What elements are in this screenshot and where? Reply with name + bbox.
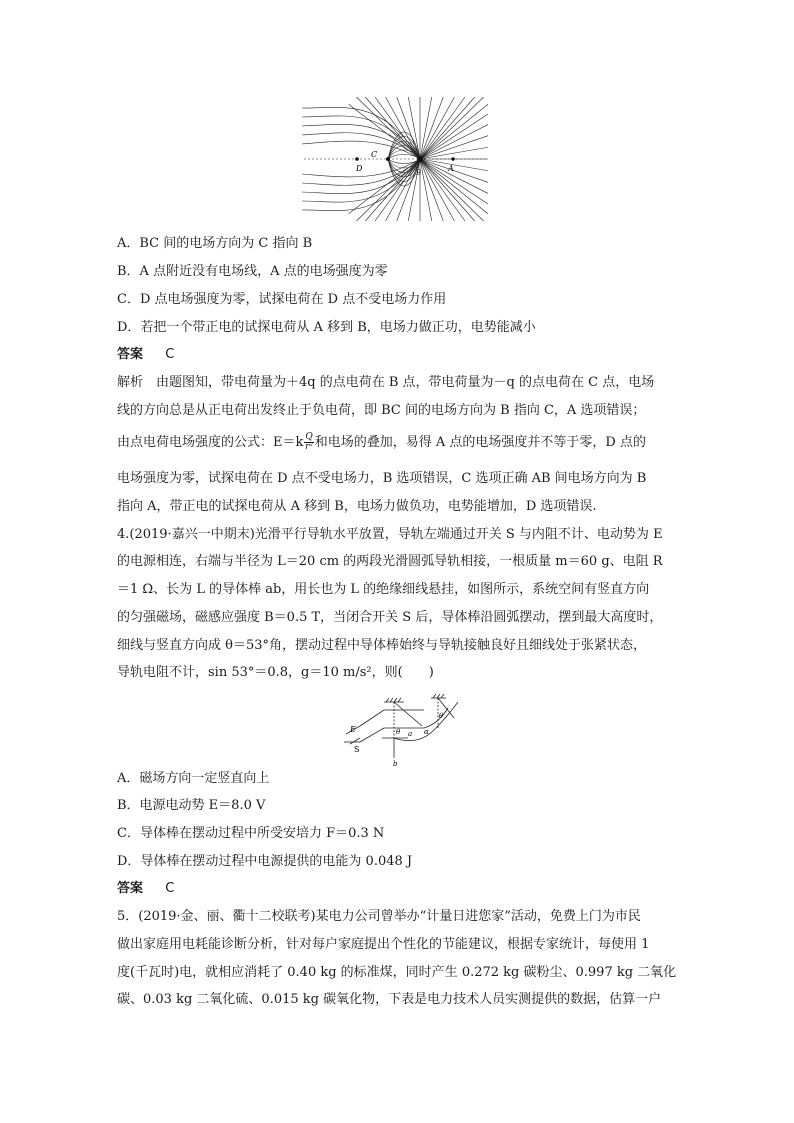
field-outer-line xyxy=(302,107,420,159)
analysis-line-5: 指向 A，带正电的试探电荷从 A 移到 B，电场力做负功，电势能增加，D 选项错误. xyxy=(117,499,597,514)
formula-denominator: r² xyxy=(305,442,314,452)
label-alpha: α xyxy=(424,728,429,736)
q4-option-c: C．导体棒在摆动过程中所受安培力 F＝0.3 N xyxy=(117,826,385,841)
q4-answer-value: C xyxy=(165,881,175,896)
field-line xyxy=(420,97,432,159)
option-a: A．BC 间的电场方向为 C 指向 B xyxy=(117,236,313,251)
field-outer-line xyxy=(302,141,420,159)
q4-stem-5: 细线与竖直方向成 θ＝53°角，摆动过程中导体棒始终与导轨接触良好且细线处于张紧状态， xyxy=(117,638,647,653)
field-line xyxy=(375,159,420,221)
label-theta-2: θ xyxy=(439,712,444,720)
q4-answer-label: 答案 xyxy=(117,881,144,896)
answer-label: 答案 xyxy=(117,347,144,362)
q4-stem-3: ＝1 Ω、长为 L 的导体棒 ab，用长也为 L 的绝缘细线悬挂，如图所示，系统空间有竖直方向 xyxy=(117,582,650,597)
label-D: D xyxy=(356,164,363,173)
field-line xyxy=(420,159,432,221)
analysis-line-4: 电场强度为零，试探电荷在 D 点不受电场力，B 选项错误，C 选项正确 AB 间电场方向为 B xyxy=(117,471,647,486)
label-E: E xyxy=(350,725,356,734)
q4-option-a: A．磁场方向一定竖直向上 xyxy=(117,771,270,786)
option-b: B．A 点附近没有电场线，A 点的电场强度为零 xyxy=(117,264,388,279)
label-a: a xyxy=(408,730,413,738)
q4-answer-line xyxy=(117,880,174,898)
field-outer-line xyxy=(302,116,420,159)
label-theta-1: θ xyxy=(396,728,401,736)
formula-numerator: Q xyxy=(305,432,313,442)
option-c: C．D 点电场强度为零，试探电荷在 D 点不受电场力作用 xyxy=(117,292,447,307)
q4-option-b: B．电源电动势 E＝8.0 V xyxy=(117,798,266,813)
analysis-line-2: 线的方向总是从正电荷出发终止于负电荷，即 BC 间的电场方向为 B 指向 C，A 选项错误； xyxy=(117,403,646,418)
analysis-formula-suffix: 和电场的叠加，易得 A 点的电场强度并不等于零，D 点的 xyxy=(314,435,646,450)
field-line xyxy=(375,97,420,159)
option-d: D．若把一个带正电的试探电荷从 A 移到 B，电场力做正功，电势能减小 xyxy=(117,320,536,335)
label-B: B xyxy=(416,169,422,177)
analysis-line-3 xyxy=(117,433,646,452)
label-C: C xyxy=(371,150,378,159)
field-line xyxy=(420,125,488,159)
electric-field-figure xyxy=(300,95,490,223)
q4-option-d: D．导体棒在摆动过程中电源提供的电能为 0.048 J xyxy=(117,854,413,869)
field-line xyxy=(420,97,454,159)
q5-stem-2: 做出家庭用电耗能诊断分析，针对每户家庭提出个性化的节能建议，根据专家统计，每使用 1 xyxy=(117,937,650,952)
rail-pendulum-figure xyxy=(338,688,462,768)
q5-stem-1: 5．(2019·金、丽、衢十二校联考)某电力公司曾举办“计量日进您家”活动，免费上门为市民 xyxy=(117,909,641,924)
formula-fraction xyxy=(304,433,313,452)
answer-line xyxy=(117,346,174,364)
answer-value: C xyxy=(165,347,175,362)
q4-stem-1: 4.(2019·嘉兴一中期末)光滑平行导轨水平放置，导轨左端通过开关 S 与内阻不计、电动势为 E xyxy=(117,527,663,542)
q5-stem-3: 度(千瓦时)电，就相应消耗了 0.40 kg 的标准煤，同时产生 0.272 kg 碳粉尘、0.997 kg 二氧化 xyxy=(117,965,677,980)
field-line xyxy=(420,159,488,193)
q4-stem-2: 的电源相连，右端与半径为 L＝20 cm 的两段光滑圆弧导轨相接，一根质量 m＝60 g、电阻 R xyxy=(117,554,663,569)
analysis-formula-prefix: 由点电荷电场强度的公式：E＝k xyxy=(117,435,304,450)
field-line xyxy=(365,159,420,221)
label-A: A xyxy=(448,164,454,173)
label-b: b xyxy=(393,760,398,768)
q4-stem-4: 的匀强磁场，磁感应强度 B＝0.5 T，当闭合开关 S 后，导体棒沿圆弧摆动，摆到最大高度时， xyxy=(117,610,663,625)
q4-stem-6: 导轨电阻不计，sin 53°＝0.8，g＝10 m/s²，则( ) xyxy=(117,665,434,680)
analysis-line-1: 解析 由题图知，带电荷量为＋4q 的点电荷在 B 点，带电荷量为－q 的点电荷在 C 点，电场 xyxy=(117,375,655,390)
label-S: S xyxy=(354,745,360,754)
q5-stem-4: 碳、0.03 kg 二氧化硫、0.015 kg 碳氧化物，下表是电力技术人员实测提供的数据，估算一户 xyxy=(117,992,662,1007)
